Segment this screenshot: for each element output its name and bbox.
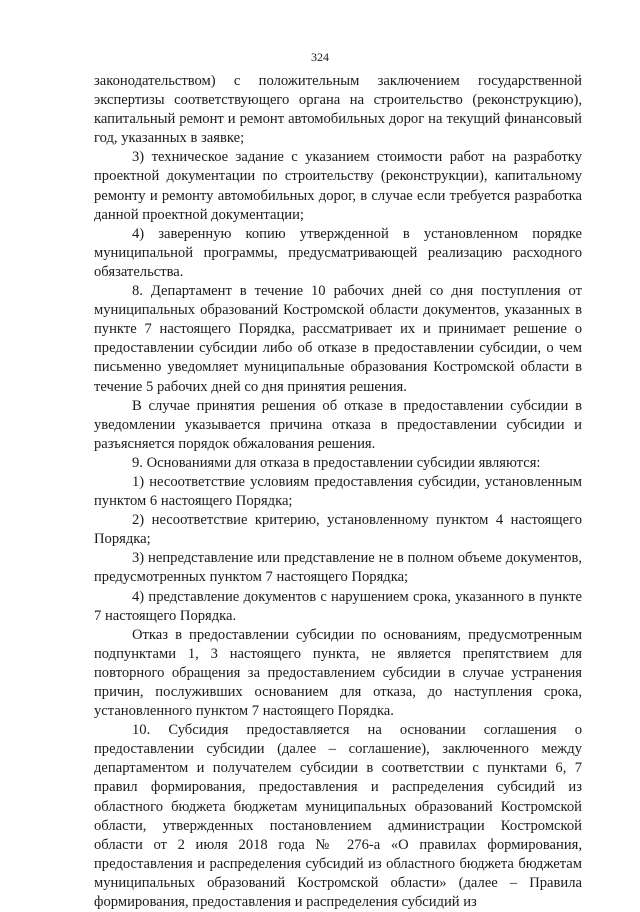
paragraph-reason-3: 3) непредставление или представление не в полном объеме документов, предусмотренных пунктом 7 настоящего Порядка; [94,550,582,586]
paragraph-item-4: 4) заверенную копию утвержденной в установленном порядке муниципальной программы, предусматривающей реализацию расходного обязательства. [94,225,582,280]
paragraph-reapplication: Отказ в предоставлении субсидии по основаниям, предусмотренным подпунктами 1, 3 настоящего пункта, не является препятствием для повторного обращения за предоставлением субсидии в случае устранения причин, послуживших основанием для отказа, до наступления срока, установленного пунктом 7 настоящего Порядка. [94,626,582,720]
document-body [94,72,582,912]
page-number: 324 [311,50,329,64]
paragraph-refusal-notice: В случае принятия решения об отказе в предоставлении субсидии в уведомлении указывается причина отказа в предоставлении субсидии и разъясняется порядок обжалования решения. [94,397,582,452]
paragraph-section-8: 8. Департамент в течение 10 рабочих дней со дня поступления от муниципальных образований Костромской области документов, указанных в пункте 7 настоящего Порядка, рассматривает их и принимает решение о предоставлении субсидии либо об отказе в предоставлении субсидии, о чем письменно уведомляет муниципальные образования Костромской области в течение 5 рабочих дней со дня принятия решения. [94,283,582,395]
paragraph-section-9: 9. Основаниями для отказа в предоставлении субсидии являются: [132,454,541,471]
paragraph-reason-2: 2) несоответствие критерию, установленному пунктом 4 настоящего Порядка; [94,512,582,548]
paragraph-continuation: законодательством) с положительным заключением государственной экспертизы соответствующего органа на строительство (реконструкцию), капитальный ремонт и ремонт автомобильных дорог на текущий финансовый год, указанных в заявке; [94,73,582,147]
paragraph-reason-1: 1) несоответствие условиям предоставления субсидии, установленным пунктом 6 настоящего Порядка; [94,473,582,510]
paragraph-section-10: 10. Субсидия предоставляется на основании соглашения о предоставлении субсидии (далее – соглашение), заключенного между департаментом и получателем субсидии в соответствии с пунктами 6, 7 правил формирования, предоставления и распределения субсидий из областного бюджета бюджетам муниципальных образований Костромской области, утвержденных постановлением администрации Костромской области от 2 июля 2018 года № 276-а «О правилах формирования, предоставления и распределения субсидий из областного бюджета бюджетам муниципальных образований Костромской области» (далее – Правила формирования, предоставления и распределения субсидий из [94,722,582,911]
paragraph-item-3: 3) техническое задание с указанием стоимости работ на разработку проектной документации по строительству (реконструкции), капитальному ремонту и ремонту автомобильных дорог, в случае если требуется разработка данной проектной документации; [94,149,582,223]
paragraph-reason-4: 4) представление документов с нарушением срока, указанного в пункте 7 настоящего Порядка. [94,588,582,624]
